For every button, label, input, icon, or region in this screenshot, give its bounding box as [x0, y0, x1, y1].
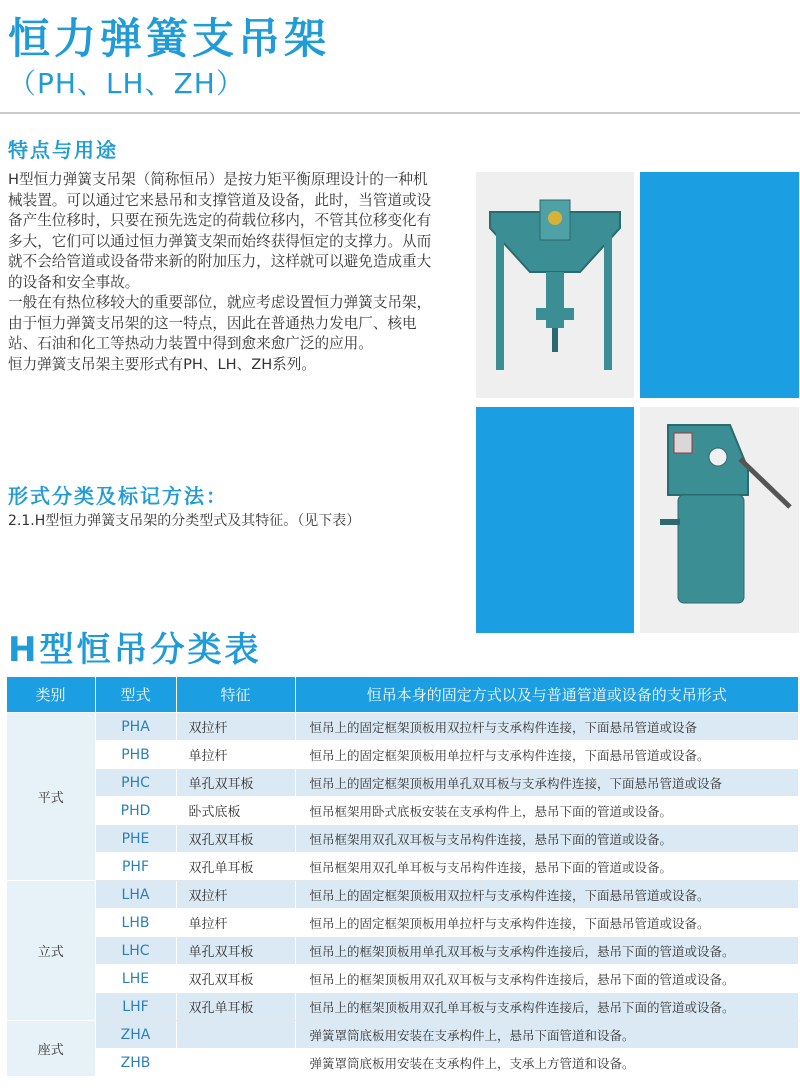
feature-cell: 单孔双耳板 — [176, 937, 295, 965]
description-cell: 恒吊上的框架顶板用双孔单耳板与支承构件连接后，悬吊下面的管道或设备。 — [295, 993, 799, 1021]
table-title: H型恒吊分类表 — [8, 630, 262, 670]
feature-cell: 单拉杆 — [176, 741, 295, 769]
model-cell: LHB — [95, 909, 176, 937]
table-row — [7, 937, 799, 965]
description-cell: 恒吊框架用双孔双耳板与支吊构件连接，悬吊下面的管道或设备。 — [295, 825, 799, 853]
table-row — [7, 797, 799, 825]
features-paragraph-3: 恒力弹簧支吊架主要形式有PH、LH、ZH系列。 — [8, 355, 316, 373]
classification-table — [6, 677, 799, 1077]
description-cell: 恒吊上的固定框架顶板用双拉杆与支承构件连接，下面悬吊管道或设备。 — [295, 881, 799, 909]
blue-tile-bottom — [476, 407, 634, 633]
page-subtitle: （PH、LH、ZH） — [8, 67, 245, 100]
col-header-feature: 特征 — [176, 677, 295, 713]
model-cell: LHA — [95, 881, 176, 909]
model-cell: LHE — [95, 965, 176, 993]
description-cell: 恒吊上的固定框架顶板用单孔双耳板与支承构件连接，下面悬吊管道或设备 — [295, 769, 799, 797]
features-paragraph-2: 一般在有热位移较大的重要部位，就应考虑设置恒力弹簧支吊架，由于恒力弹簧支吊架的这一特点，因此在普通热力发电厂、核电站、石油和化工等热动力装置中得到愈来愈广泛的应用。 — [8, 294, 432, 352]
model-cell: PHF — [95, 853, 176, 881]
model-cell: PHE — [95, 825, 176, 853]
table-row — [7, 853, 799, 881]
category-cell: 座式 — [7, 1021, 96, 1077]
col-header-model: 型式 — [95, 677, 176, 713]
ph-hanger-photo — [476, 172, 634, 398]
header-divider — [0, 112, 800, 114]
table-row — [7, 825, 799, 853]
feature-cell: 单拉杆 — [176, 909, 295, 937]
features-text — [8, 170, 438, 375]
table-row — [7, 1021, 799, 1049]
feature-cell: 双拉杆 — [176, 713, 295, 741]
description-cell: 恒吊上的固定框架顶板用单拉杆与支承构件连接，下面悬吊管道或设备。 — [295, 741, 799, 769]
lh-hanger-photo — [640, 407, 799, 633]
model-cell: ZHB — [95, 1049, 176, 1077]
page-title: 恒力弹簧支吊架 — [8, 14, 331, 63]
feature-cell: 双孔双耳板 — [176, 965, 295, 993]
table-row — [7, 769, 799, 797]
table-row — [7, 1049, 799, 1077]
table-row — [7, 881, 799, 909]
category-cell: 立式 — [7, 881, 96, 1021]
feature-cell: 双孔单耳板 — [176, 993, 295, 1021]
description-cell: 恒吊上的固定框架顶板用双拉杆与支承构件连接，下面悬吊管道或设备 — [295, 713, 799, 741]
model-cell: LHF — [95, 993, 176, 1021]
feature-cell: 双孔单耳板 — [176, 853, 295, 881]
model-cell: PHB — [95, 741, 176, 769]
col-header-category: 类别 — [7, 677, 96, 713]
feature-cell: 双拉杆 — [176, 881, 295, 909]
table-row — [7, 741, 799, 769]
ph-hanger-illustration — [476, 172, 634, 398]
features-heading: 特点与用途 — [8, 138, 118, 162]
description-cell: 恒吊上的框架顶板用单孔双耳板与支承构件连接后，悬吊下面的管道或设备。 — [295, 937, 799, 965]
description-cell: 弹簧罩筒底板用安装在支承构件上，悬吊下面管道和设备。 — [295, 1021, 799, 1049]
feature-cell: 卧式底板 — [176, 797, 295, 825]
description-cell: 恒吊框架用卧式底板安装在支承构件上，悬吊下面的管道或设备。 — [295, 797, 799, 825]
description-cell: 恒吊上的固定框架顶板用单拉杆与支承构件连接，下面悬吊管道或设备。 — [295, 909, 799, 937]
col-header-description: 恒吊本身的固定方式以及与普通管道或设备的支吊形式 — [295, 677, 799, 713]
blue-tile-top — [640, 172, 799, 398]
description-cell: 恒吊框架用双孔单耳板与支吊构件连接，悬吊下面的管道或设备。 — [295, 853, 799, 881]
table-header-row — [7, 677, 799, 713]
features-paragraph-1: H型恒力弹簧支吊架（简称恒吊）是按力矩平衡原理设计的一种机械装置。可以通过它来悬吊和支撑管道及设备，此时，当管道或设备产生位移时，只要在预先选定的荷载位移内，不管其位移变化有多大，它们可以通过恒力弹簧支架而始终获得恒定的支撑力。从而就不会给管道或设备带来新的附加压力，这样就可以避免造成重大的设备和安全事故。 — [8, 171, 432, 291]
model-cell: PHA — [95, 713, 176, 741]
table-row — [7, 993, 799, 1021]
table-row — [7, 713, 799, 741]
feature-cell: 单孔双耳板 — [176, 769, 295, 797]
classification-heading: 形式分类及标记方法： — [8, 484, 228, 508]
classification-note: 2.1.H型恒力弹簧支吊架的分类型式及其特征。（见下表） — [8, 513, 361, 529]
description-cell: 恒吊上的框架顶板用双孔双耳板与支承构件连接后，悬吊下面的管道或设备。 — [295, 965, 799, 993]
description-cell: 弹簧罩筒底板用安装在支承构件上，支承上方管道和设备。 — [295, 1049, 799, 1077]
feature-cell — [176, 1049, 295, 1077]
feature-cell: 双孔双耳板 — [176, 825, 295, 853]
model-cell: ZHA — [95, 1021, 176, 1049]
lh-hanger-illustration — [640, 407, 799, 633]
table-row — [7, 965, 799, 993]
model-cell: LHC — [95, 937, 176, 965]
model-cell: PHC — [95, 769, 176, 797]
feature-cell — [176, 1021, 295, 1049]
table-row — [7, 909, 799, 937]
category-cell: 平式 — [7, 713, 96, 881]
model-cell: PHD — [95, 797, 176, 825]
